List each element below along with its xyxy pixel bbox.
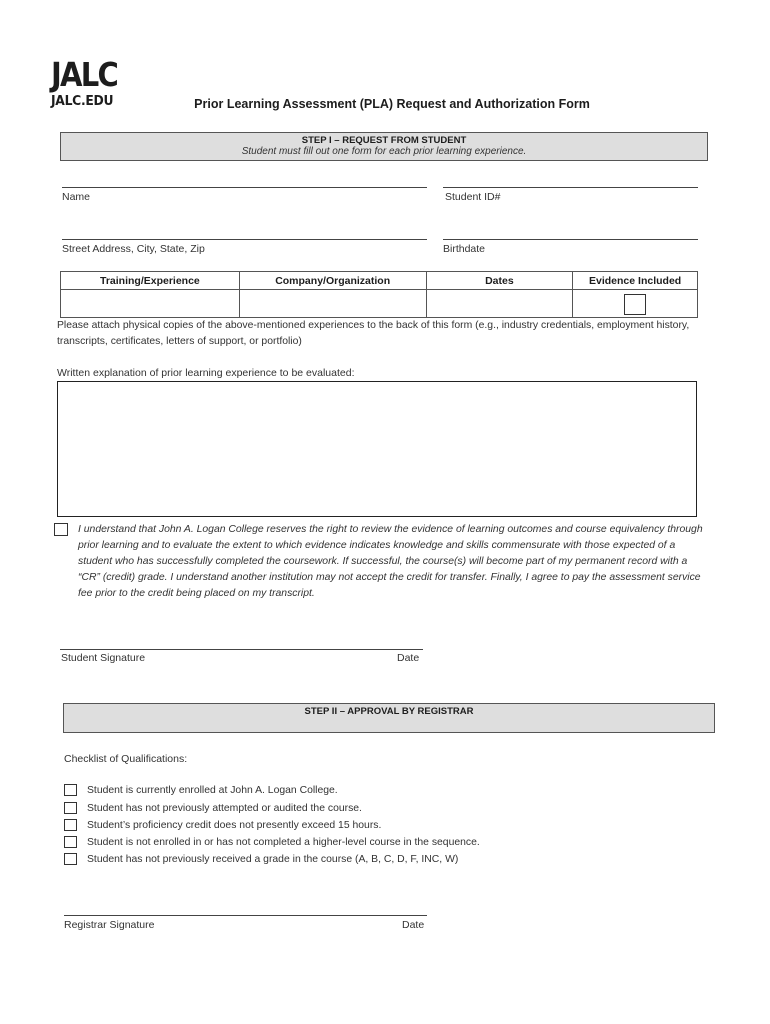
- agreement-text: I understand that John A. Logan College reserves the right to review the evidence of learning outcomes and course equivalency through prior learning and to evaluate the extent to which evidence indicates knowledge and skills commensurate with those expected of a student who has successfully completed the coursework. If successful, the course(s) will become part of my permanent record with a “CR” (credit) grade. I understand another institution may not accept the credit for transfer. Finally, I agree to pay the assessment service fee prior to the credit being placed on my transcript.: [78, 524, 703, 599]
- checklist-item-label: Student has not previously received a grade in the course (A, B, C, D, F, INC, W): [87, 853, 459, 865]
- checklist-checkbox[interactable]: [64, 836, 77, 848]
- student-signature-line[interactable]: [60, 649, 423, 650]
- table-row: [61, 290, 698, 318]
- column-header: Evidence Included: [573, 272, 698, 290]
- checklist-item: [64, 836, 480, 848]
- step2-header: [63, 703, 715, 733]
- checklist-checkbox[interactable]: [64, 853, 77, 865]
- student-date-label: Date: [397, 652, 420, 664]
- explanation-textarea[interactable]: [57, 381, 697, 517]
- address-line[interactable]: [62, 239, 427, 240]
- checklist-checkbox[interactable]: [64, 802, 77, 814]
- checklist-item-label: Student’s proficiency credit does not presently exceed 15 hours.: [87, 819, 382, 831]
- company-cell[interactable]: [239, 290, 426, 318]
- dates-cell[interactable]: [426, 290, 573, 318]
- student-id-label: Student ID#: [445, 191, 501, 203]
- student-signature-label: Student Signature: [61, 652, 146, 664]
- attach-note: Please attach physical copies of the above-mentioned experiences to the back of this form (e.g., industry credentials, employment history, transcripts, certificates, letters of support, or portfolio): [57, 320, 690, 347]
- column-header: Dates: [426, 272, 573, 290]
- evidence-checkbox[interactable]: [624, 294, 646, 315]
- step1-header: [60, 132, 708, 161]
- checklist-item-label: Student is currently enrolled at John A. Logan College.: [87, 784, 338, 796]
- checklist-item: [64, 784, 338, 796]
- training-cell[interactable]: [61, 290, 240, 318]
- evidence-cell: [573, 290, 698, 318]
- registrar-date-label: Date: [402, 919, 425, 931]
- step2-title: STEP II – APPROVAL BY REGISTRAR: [304, 706, 474, 717]
- explanation-label: Written explanation of prior learning experience to be evaluated:: [57, 367, 355, 379]
- experience-table: [60, 271, 698, 318]
- checklist-item: [64, 819, 381, 831]
- table-header-row: [61, 272, 698, 290]
- checklist-item: [64, 853, 458, 865]
- registrar-signature-label: Registrar Signature: [64, 919, 155, 931]
- checklist-item-label: Student is not enrolled in or has not completed a higher-level course in the sequence.: [87, 836, 480, 848]
- checklist-checkbox[interactable]: [64, 819, 77, 831]
- column-header: Company/Organization: [239, 272, 426, 290]
- column-header: Training/Experience: [61, 272, 240, 290]
- checklist-item-label: Student has not previously attempted or audited the course.: [87, 802, 362, 814]
- agreement-checkbox[interactable]: [54, 523, 68, 536]
- address-label: Street Address, City, State, Zip: [62, 243, 205, 255]
- checklist-label: Checklist of Qualifications:: [64, 753, 188, 765]
- name-line[interactable]: [62, 187, 427, 188]
- name-label: Name: [62, 191, 91, 203]
- registrar-signature-line[interactable]: [64, 915, 427, 916]
- checklist-checkbox[interactable]: [64, 784, 77, 796]
- step1-title: STEP I – REQUEST FROM STUDENT: [301, 135, 467, 146]
- checklist-item: [64, 802, 362, 814]
- logo-wordmark: JALC: [51, 55, 118, 94]
- birthdate-line[interactable]: [443, 239, 698, 240]
- form-title: Prior Learning Assessment (PLA) Request and Authorization Form: [194, 97, 590, 111]
- step1-subtitle: Student must fill out one form for each prior learning experience.: [241, 146, 527, 157]
- logo-url: JALC.EDU: [51, 94, 114, 109]
- birthdate-label: Birthdate: [443, 243, 486, 255]
- student-id-line[interactable]: [443, 187, 698, 188]
